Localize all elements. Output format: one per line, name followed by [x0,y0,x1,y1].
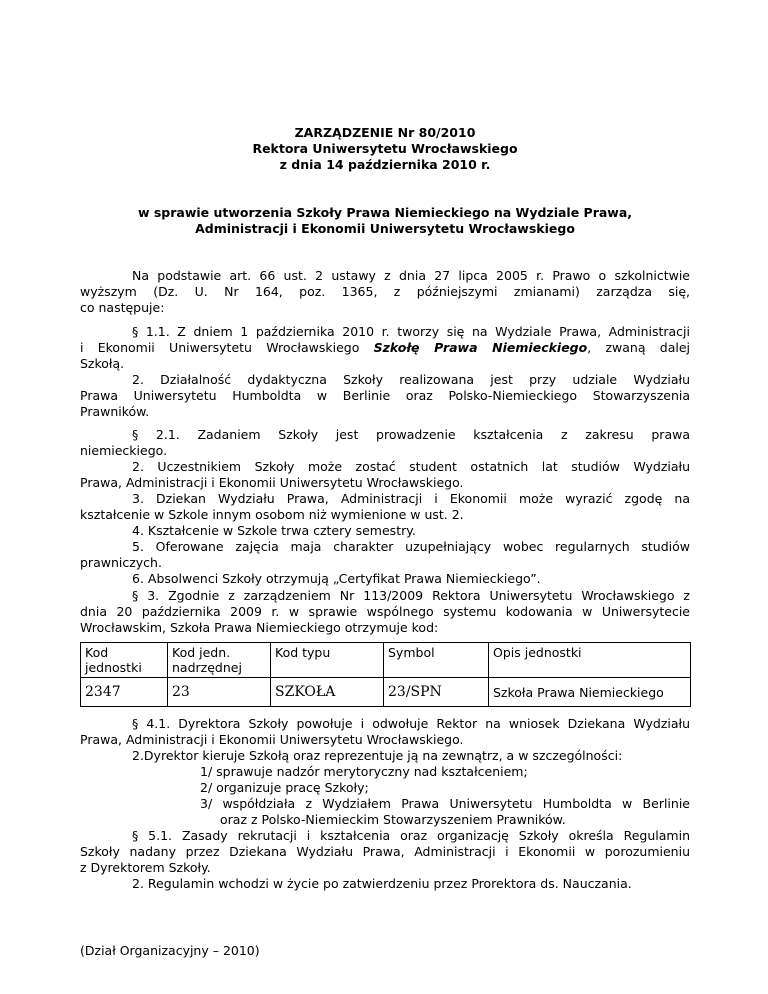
header-kod-jedn-nadrzednej: Kod jedn. nadrzędnej [168,643,271,678]
section-2 [80,427,690,587]
header-opis-jednostki: Opis jednostki [489,643,691,678]
s1-line-2-end: , zwaną dalej [587,340,690,355]
s1-line-1: § 1.1. Z dniem 1 października 2010 r. tworzy się na Wydziale Prawa, Administracji [132,324,690,339]
s2-line-4: Prawa, Administracji i Ekonomii Uniwersytetu Wrocławskiego. [80,475,464,490]
s2-line-8: 5. Oferowane zajęcia maja charakter uzupełniający wobec regularnych studiów [132,539,690,554]
s4-line-7: oraz z Polsko-Niemieckim Stowarzyszeniem Prawników. [220,812,566,827]
s2-line-5: 3. Dziekan Wydziału Prawa, Administracji i Ekonomii może wyrazić zgodę na [132,491,690,506]
s4-line-3: 2.Dyrektor kieruje Szkołą oraz reprezentuje ją na zewnątrz, a w szczególności: [132,748,623,763]
s3-line-3: Wrocławskim, Szkoła Prawa Niemieckiego otrzymuje kod: [80,620,439,635]
footer-note: (Dział Organizacyjny – 2010) [80,943,260,958]
title-line-1: ZARZĄDZENIE Nr 80/2010 [294,125,476,140]
intro-line-3: co następuje: [80,300,165,315]
section-1 [80,324,690,420]
title-line-3: z dnia 14 października 2010 r. [279,157,491,172]
table-row [81,678,691,707]
s4-line-1: § 4.1. Dyrektora Szkoły powołuje i odwołuje Rektor na wniosek Dziekana Wydziału [132,716,690,731]
s2-line-10: 6. Absolwenci Szkoły otrzymują „Certyfikat Prawa Niemieckiego”. [132,571,541,586]
s1-line-2 [80,340,690,356]
intro-paragraph [80,268,690,316]
s1-line-2-start: i Ekonomii Uniwersytetu Wrocławskiego [80,340,374,355]
cell-symbol: 23/SPN [384,678,489,707]
cell-kod-jednostki: 2347 [81,678,168,707]
subject-line-2: Administracji i Ekonomii Uniwersytetu Wrocławskiego [195,221,575,236]
document-subject [80,205,690,237]
s1-line-6: Prawników. [80,404,150,419]
cell-kod-jedn-nadrzednej: 23 [168,678,271,707]
s1-line-5: Prawa Uniwersytetu Humboldta w Berlinie oraz Polsko-Niemieckiego Stowarzyszenia [80,388,690,403]
s2-line-3: 2. Uczestnikiem Szkoły może zostać student ostatnich lat studiów Wydziału [132,459,690,474]
s5-line-1: § 5.1. Zasady rekrutacji i kształcenia oraz organizację Szkoły określa Regulamin [132,828,690,843]
header-kod-typu: Kod typu [271,643,384,678]
s1-line-4: 2. Działalność dydaktyczna Szkoły realizowana jest przy udziale Wydziału [132,372,690,387]
title-line-2: Rektora Uniwersytetu Wrocławskiego [252,141,518,156]
s2-line-6: kształcenie w Szkole innym osobom niż wymienione w ust. 2. [80,507,464,522]
s3-line-1: § 3. Zgodnie z zarządzeniem Nr 113/2009 Rektora Uniwersytetu Wrocławskiego z [132,588,690,603]
section-4 [80,716,690,828]
intro-line-1: Na podstawie art. 66 ust. 2 ustawy z dnia 27 lipca 2005 r. Prawo o szkolnictwie [132,268,690,283]
s1-line-3: Szkołą. [80,356,125,371]
header-kod-jednostki: Kod jednostki [81,643,168,678]
s4-line-5: 2/ organizuje pracę Szkoły; [200,780,369,795]
s4-line-6: 3/ współdziała z Wydziałem Prawa Uniwersytetu Humboldta w Berlinie [200,796,690,811]
intro-line-2: wyższym (Dz. U. Nr 164, poz. 1365, z późniejszymi zmianami) zarządza się, [80,284,690,299]
school-name-emphasis: Szkołę Prawa Niemieckiego [373,340,588,355]
subject-line-1: w sprawie utworzenia Szkoły Prawa Niemieckiego na Wydziale Prawa, [137,205,633,220]
unit-code-table [80,642,691,707]
s5-line-2: Szkoły nadany przez Dziekana Wydziału Prawa, Administracji i Ekonomii w porozumieniu [80,844,690,859]
s2-line-2: niemieckiego. [80,443,168,458]
header-symbol: Symbol [384,643,489,678]
s5-line-4: 2. Regulamin wchodzi w życie po zatwierdzeniu przez Prorektora ds. Nauczania. [132,876,632,891]
s2-line-7: 4. Kształcenie w Szkole trwa cztery semestry. [132,523,416,538]
s4-line-4: 1/ sprawuje nadzór merytoryczny nad kształceniem; [200,764,528,779]
section-5 [80,828,690,892]
s5-line-3: z Dyrektorem Szkoły. [80,860,211,875]
document-title [80,125,690,173]
s2-line-1: § 2.1. Zadaniem Szkoły jest prowadzenie kształcenia z zakresu prawa [132,427,690,442]
cell-opis-jednostki: Szkoła Prawa Niemieckiego [489,678,691,707]
s4-line-2: Prawa, Administracji i Ekonomii Uniwersytetu Wrocławskiego. [80,732,464,747]
section-3 [80,588,690,636]
s2-line-9: prawniczych. [80,555,162,570]
table-header-row [81,643,691,678]
cell-kod-typu: SZKOŁA [271,678,384,707]
s3-line-2: dnia 20 października 2009 r. w sprawie wspólnego systemu kodowania w Uniwersytecie [80,604,690,619]
